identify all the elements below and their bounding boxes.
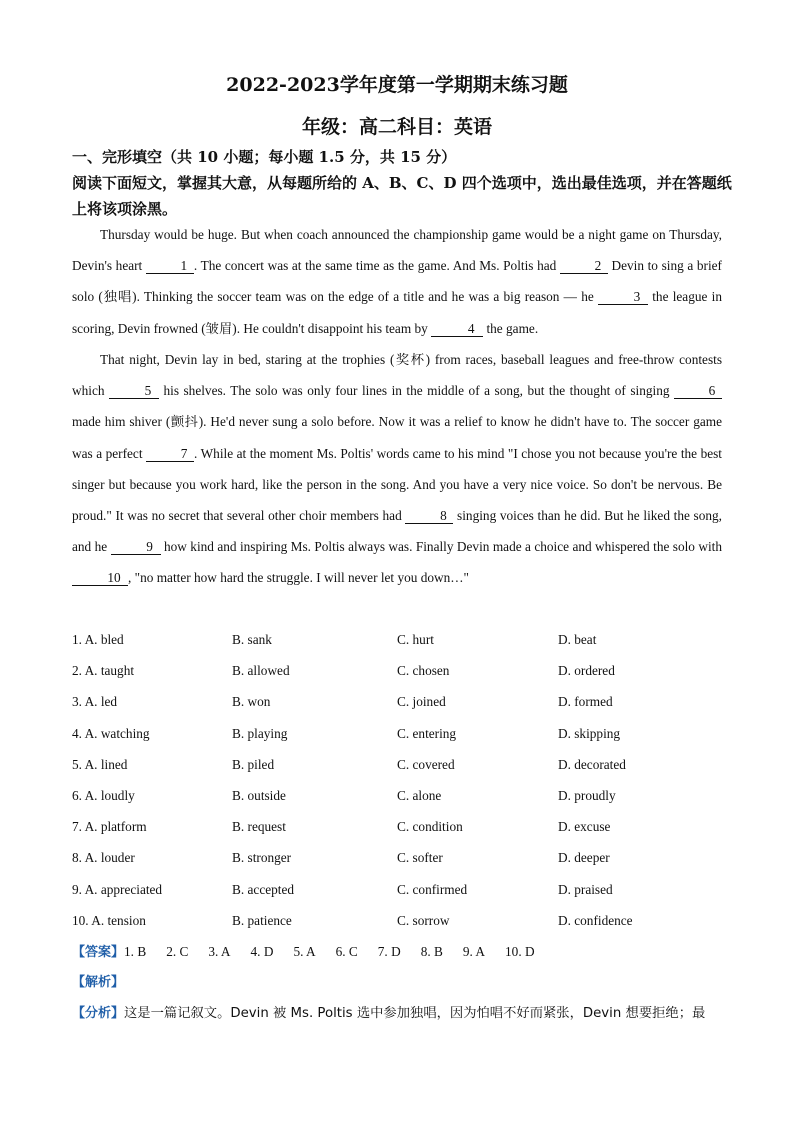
option-d[interactable]: D. ordered [558, 663, 615, 679]
answer-item: 7. D [377, 944, 401, 959]
option-d[interactable]: D. proudly [558, 787, 616, 803]
option-c[interactable]: C. condition [397, 819, 463, 835]
passage-text: That night, Devin lay in bed, staring at the trophies (奖杯) from races, baseball leagues and free-throw contests which [72, 352, 722, 399]
option-d[interactable]: D. beat [558, 632, 597, 647]
summary-text: 这是一篇记叙文。Devin 被 Ms. Poltis 选中参加独唱，因为怕唱不好而紧张，Devin 想要拒绝；最 [124, 1006, 706, 1021]
instructions: 阅读下面短文，掌握其大意，从每题所给的 A、B、C、D 四个选项中，选出最佳选项，并在答题纸上将该项涂黑。 [72, 174, 732, 218]
option-c[interactable]: C. joined [397, 694, 446, 710]
option-c[interactable]: C. confirmed [397, 881, 468, 897]
passage-paragraph-1 [72, 219, 722, 344]
answer-key [72, 936, 555, 968]
passage-text: the game. [483, 320, 539, 336]
option-c[interactable]: C. chosen [397, 663, 450, 679]
option-c[interactable]: C. hurt [397, 632, 434, 647]
option-row-3 [72, 686, 732, 717]
option-b[interactable]: B. patience [232, 912, 292, 928]
passage-text: his shelves. The solo was only four lines in the middle of a song, but the thought of singing [159, 383, 674, 399]
answer-item: 6. C [335, 944, 358, 959]
option-b[interactable]: B. request [232, 819, 286, 835]
blank-9: 9 [111, 540, 161, 555]
option-row-2 [72, 655, 732, 686]
blank-8: 8 [405, 509, 453, 524]
answer-item: 10. D [505, 944, 535, 959]
blank-1: 1 [146, 259, 194, 274]
option-d[interactable]: D. confidence [558, 912, 633, 928]
option-a[interactable]: 1. A. bled [72, 632, 124, 647]
option-b[interactable]: B. sank [232, 632, 272, 647]
passage-text: Thursday would be huge. But when coach announced the championship game would be a night game on Thursday, Devin's heart [72, 227, 722, 274]
option-b[interactable]: B. playing [232, 725, 288, 741]
page-subtitle: 年级：高二科目：英语 [301, 116, 492, 138]
option-c[interactable]: C. alone [397, 787, 442, 803]
option-b[interactable]: B. accepted [232, 881, 295, 897]
option-b[interactable]: B. outside [232, 787, 286, 803]
option-b[interactable]: B. stronger [232, 850, 292, 866]
blank-6: 6 [674, 384, 722, 399]
blank-5: 5 [109, 384, 159, 399]
option-b[interactable]: B. piled [232, 756, 275, 772]
answer-item: 3. A [208, 944, 231, 959]
blank-2: 2 [560, 259, 608, 274]
answer-item: 4. D [250, 944, 274, 959]
passage-text: . The concert was at the same time as the game. And Ms. Poltis had [193, 258, 560, 274]
answer-item: 8. B [420, 944, 443, 959]
passage-text: singing voices than he did. But he liked the song, and he [72, 508, 722, 555]
answer-item: 1. B [124, 944, 147, 959]
passage-text: the league in scoring, Devin frowned (皱眉). He couldn't disappoint his team by [72, 289, 722, 336]
option-c[interactable]: C. sorrow [397, 912, 450, 928]
page-title: 2022-2023学年度第一学期期末练习题 [226, 74, 568, 96]
option-d[interactable]: D. decorated [558, 756, 626, 772]
option-a[interactable]: 3. A. led [72, 694, 118, 710]
option-row-4 [72, 718, 732, 749]
passage-text: Devin to sing a brief solo (独唱). Thinking the soccer team was on the edge of a title and he was a big reason — he [72, 258, 722, 305]
option-row-8 [72, 842, 732, 873]
option-d[interactable]: D. excuse [558, 819, 611, 835]
option-d[interactable]: D. deeper [558, 850, 610, 866]
option-a[interactable]: 8. A. louder [72, 850, 135, 866]
option-a[interactable]: 5. A. lined [72, 756, 128, 772]
option-c[interactable]: C. softer [397, 850, 443, 866]
option-a[interactable]: 9. A. appreciated [72, 881, 163, 897]
blank-3: 3 [598, 290, 648, 305]
option-row-6 [72, 780, 732, 811]
answer-label: 【答案】 [72, 945, 125, 960]
answer-item: 9. A [462, 944, 486, 959]
option-a[interactable]: 7. A. platform [72, 819, 147, 835]
option-row-7 [72, 811, 732, 842]
passage-paragraph-2 [72, 344, 722, 594]
blank-10: 10 [72, 571, 128, 586]
option-d[interactable]: D. skipping [558, 725, 621, 741]
option-d[interactable]: D. formed [558, 694, 613, 710]
option-b[interactable]: B. won [232, 694, 271, 710]
summary-paragraph [72, 998, 732, 1029]
blank-7: 7 [146, 447, 194, 462]
option-a[interactable]: 6. A. loudly [72, 787, 135, 803]
option-a[interactable]: 4. A. watching [72, 725, 150, 741]
answer-item: 5. A [293, 944, 316, 959]
passage-text: , "no matter how hard the struggle. I will never let you down…" [128, 570, 469, 586]
passage-text: how kind and inspiring Ms. Poltis always was. Finally Devin made a choice and whispered the solo with [160, 539, 722, 555]
summary-label: 【分析】 [72, 1006, 125, 1021]
analysis-label: 【解析】 [72, 975, 125, 990]
option-row-5 [72, 749, 732, 780]
option-a[interactable]: 10. A. tension [72, 912, 146, 928]
blank-4: 4 [431, 322, 483, 337]
section-heading: 一、完形填空（共 10 小题；每小题 1.5 分，共 15 分） [72, 148, 457, 166]
passage-text: made him shiver (颤抖). He'd never sung a solo before. Now it was a relief to know he didn't have to. The soccer game was a perfect [72, 414, 722, 461]
passage-text: . While at the moment Ms. Poltis' words came to his mind "I chose you not because you're the best singer but because you work hard, like the person in the song. And you have a very nice voice. So don't be nervous. Be proud." It was no secret that several other choir members had [72, 445, 722, 524]
answer-item: 2. C [166, 944, 189, 959]
option-c[interactable]: C. covered [397, 756, 455, 772]
option-b[interactable]: B. allowed [232, 663, 290, 679]
option-c[interactable]: C. entering [397, 725, 457, 741]
options-list [72, 624, 732, 936]
option-row-10 [72, 905, 732, 936]
option-d[interactable]: D. praised [558, 881, 613, 897]
option-row-9 [72, 874, 732, 905]
option-row-1 [72, 624, 732, 655]
option-a[interactable]: 2. A. taught [72, 663, 135, 679]
